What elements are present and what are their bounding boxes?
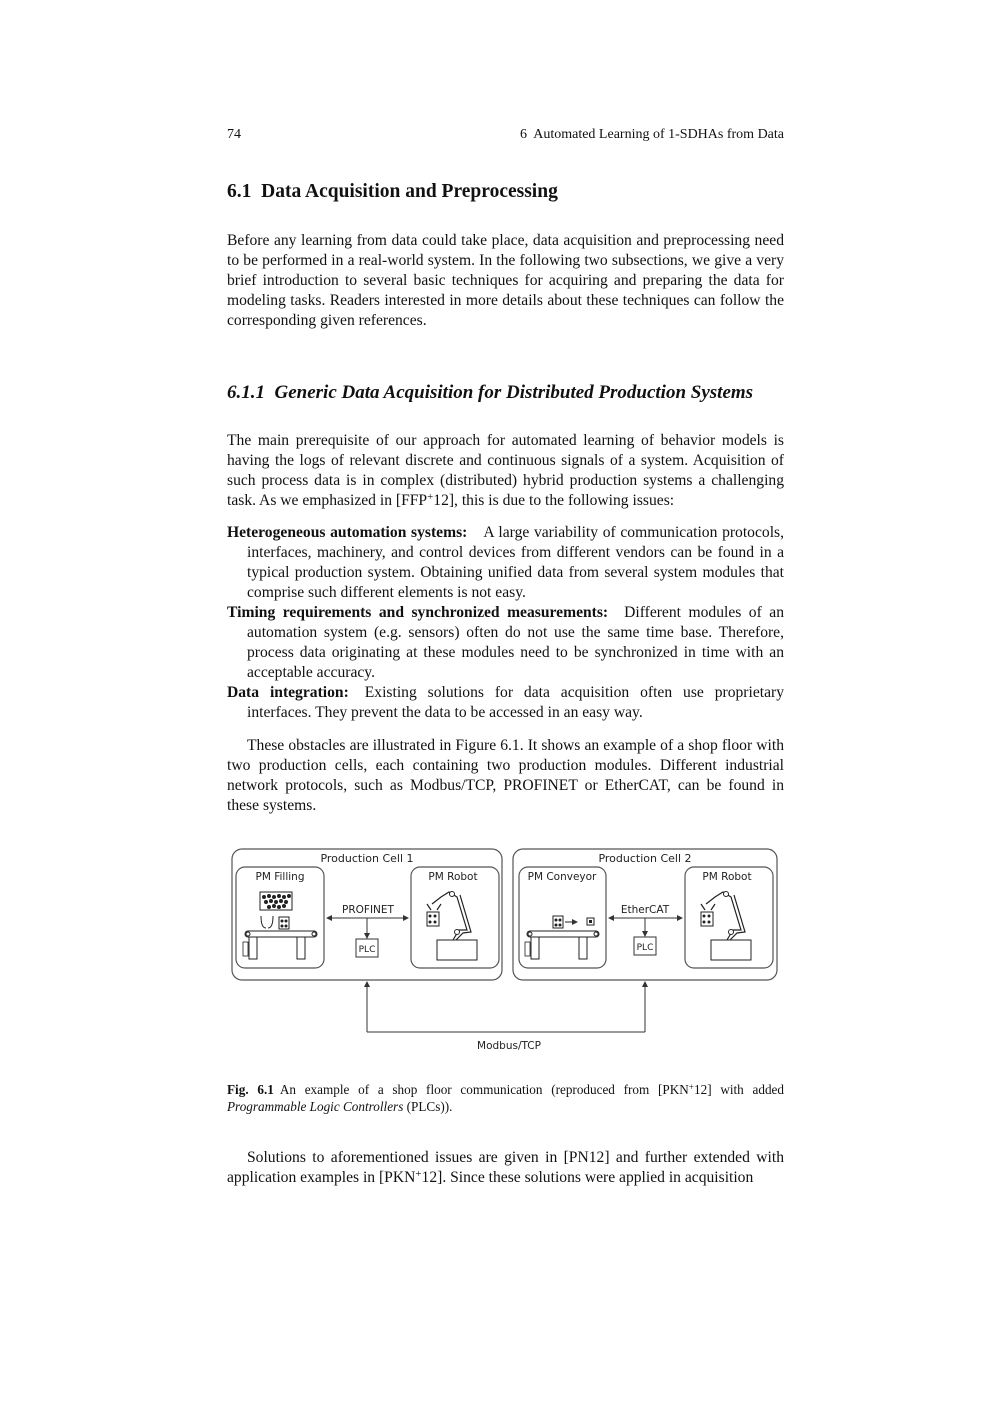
closing-text-b: 12]. Since these solutions were applied in acquisition — [421, 1169, 754, 1186]
profinet-label: PROFINET — [342, 904, 394, 916]
page-number: 74 — [227, 127, 241, 142]
figure-caption — [227, 1081, 784, 1115]
issue-item — [227, 603, 784, 683]
shop-floor-diagram — [227, 842, 784, 1057]
plc-2-label: PLC — [636, 943, 654, 953]
caption-text-a: An example of a shop floor communication (reproduced from [PKN — [279, 1082, 689, 1097]
caption-sup: + — [688, 1081, 695, 1092]
issue-item — [227, 523, 784, 603]
issue-term: Timing requirements and synchronized measurements: — [227, 604, 609, 621]
production-cell-1-title: Production Cell 1 — [320, 852, 414, 865]
production-cell-2-title: Production Cell 2 — [598, 852, 692, 865]
closing-sup: + — [415, 1168, 422, 1181]
shop-floor-figure — [227, 842, 784, 1057]
issue-term: Heterogeneous automation systems: — [227, 524, 468, 541]
prerequisite-paragraph — [227, 431, 784, 511]
caption-label: Fig. 6.1 — [227, 1082, 274, 1097]
caption-text-b: 12] with added — [694, 1082, 784, 1097]
issues-list — [227, 523, 784, 723]
section-intro-paragraph: Before any learning from data could take place, data acquisition and preprocessing need to be performed in a real-world system. In the following two subsections, we give a very brief introduction to several basic techniques for acquiring and preparing the data for modeling tasks. Readers interested in more details about these techniques can follow the corresponding given references. — [227, 232, 784, 329]
issue-text: A large variability of communication protocols, interfaces, machinery, and control devices from different vendors can be found in a typical production system. Obtaining unified data from several system modules that comprise such different elements is not easy. — [247, 524, 784, 601]
caption-italic: Programmable Logic Controllers — [227, 1099, 404, 1114]
pm-robot-1-label: PM Robot — [428, 871, 478, 883]
plc-1-label: PLC — [358, 945, 376, 955]
running-header — [227, 127, 784, 143]
running-title: 6 Automated Learning of 1-SDHAs from Data — [520, 127, 784, 142]
issue-term: Data integration: — [227, 684, 349, 701]
prerequisite-text-a: The main prerequisite of our approach for automated learning of behavior models is having the logs of relevant discrete and continuous signals of a system. Acquisition of such process data is in complex (distributed) hybrid production systems a challenging task. As we emphasized in [FFP — [227, 432, 784, 509]
issue-text: Existing solutions for data acquisition often use proprietary interfaces. They prevent the data to be accessed in an easy way. — [247, 684, 784, 721]
modbus-label: Modbus/TCP — [477, 1040, 541, 1052]
prerequisite-text-b: 12], this is due to the following issues: — [433, 492, 675, 509]
caption-text-c: (PLCs)). — [403, 1099, 453, 1114]
pm-conveyor-label: PM Conveyor — [527, 871, 597, 883]
pm-filling-label: PM Filling — [255, 871, 305, 883]
prerequisite-sup: + — [427, 491, 434, 504]
closing-paragraph — [227, 1148, 784, 1188]
section-title: 6.1 Data Acquisition and Preprocessing — [227, 181, 558, 202]
issue-text: Different modules of an automation system (e.g. sensors) often do not use the same time base. Therefore, process data originating at these modules need to be synchronized in time with an acceptable accuracy. — [247, 604, 785, 681]
subsection-title: 6.1.1 Generic Data Acquisition for Distributed Production Systems — [227, 382, 754, 403]
pm-robot-2-label: PM Robot — [702, 871, 752, 883]
ethercat-label: EtherCAT — [620, 904, 670, 916]
obstacles-paragraph: These obstacles are illustrated in Figure 6.1. It shows an example of a shop floor with two production cells, each containing two production modules. Different industrial network protocols, such as Modbus/TCP, PROFINET or EtherCAT, can be found in these systems. — [227, 737, 784, 814]
closing-text-a: Solutions to aforementioned issues are given in [PN12] and further extended with application examples in [PKN — [227, 1149, 784, 1186]
issue-item — [227, 683, 784, 723]
